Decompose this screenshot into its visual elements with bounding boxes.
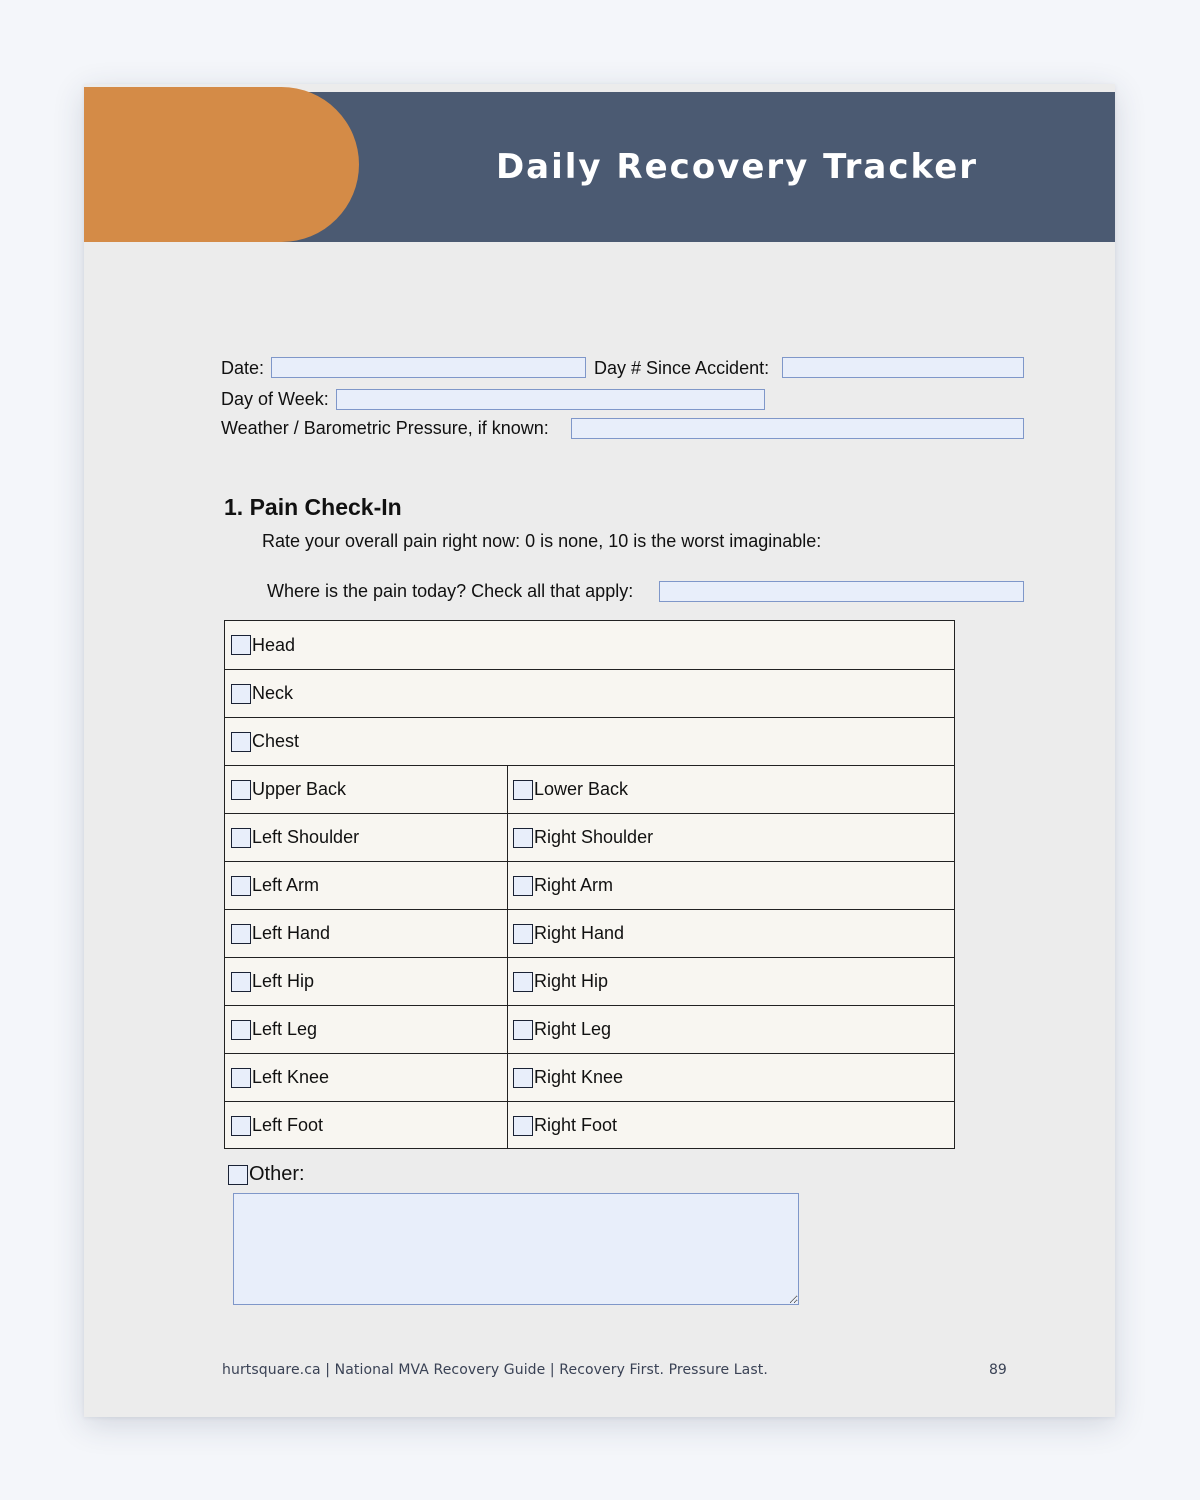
header-accent-shape: [84, 87, 359, 242]
option-label: Neck: [252, 683, 294, 703]
pain-location-field[interactable]: [659, 581, 1024, 602]
checkbox[interactable]: [513, 972, 533, 992]
option-label: Right Hand: [534, 923, 625, 943]
checkbox[interactable]: [231, 972, 251, 992]
checkbox[interactable]: [231, 1020, 251, 1040]
option-label: Left Shoulder: [252, 827, 360, 847]
pain-option-right-shoulder[interactable]: [508, 814, 954, 861]
option-label: Right Foot: [534, 1115, 618, 1135]
pain-option-right-foot[interactable]: [508, 1102, 954, 1149]
date-label: Date:: [221, 358, 265, 378]
pain-option-neck[interactable]: [225, 670, 954, 717]
option-label: Right Arm: [534, 875, 614, 895]
footer-text: hurtsquare.ca | National MVA Recovery Guide | Recovery First. Pressure Last.: [222, 1362, 768, 1378]
checkbox[interactable]: [513, 780, 533, 800]
checkbox[interactable]: [513, 1068, 533, 1088]
weather-label: Weather / Barometric Pressure, if known:: [221, 418, 549, 438]
section-title: 1. Pain Check-In: [224, 494, 402, 520]
pain-option-head[interactable]: [225, 621, 954, 669]
table-row: [225, 1101, 954, 1149]
date-field[interactable]: [271, 357, 586, 378]
option-label: Lower Back: [534, 779, 629, 799]
checkbox[interactable]: [231, 1068, 251, 1088]
checkbox[interactable]: [231, 684, 251, 704]
pain-option-upper-back[interactable]: [225, 766, 508, 813]
checkbox[interactable]: [231, 876, 251, 896]
checkbox[interactable]: [513, 876, 533, 896]
pain-location-prompt: Where is the pain today? Check all that apply:: [267, 581, 634, 601]
option-label: Right Knee: [534, 1067, 624, 1087]
table-row: [225, 1005, 954, 1053]
day-since-accident-label: Day # Since Accident:: [594, 358, 770, 378]
day-since-accident-field[interactable]: [782, 357, 1024, 378]
weather-field[interactable]: [571, 418, 1024, 439]
option-label: Left Hip: [252, 971, 315, 991]
option-label: Right Hip: [534, 971, 609, 991]
page-title: Daily Recovery Tracker: [495, 147, 979, 187]
checkbox[interactable]: [231, 1116, 251, 1136]
pain-option-right-hand[interactable]: [508, 910, 954, 957]
table-row: [225, 717, 954, 765]
table-row: [225, 957, 954, 1005]
option-label: Chest: [252, 731, 300, 751]
pain-option-left-shoulder[interactable]: [225, 814, 508, 861]
checkbox[interactable]: [231, 780, 251, 800]
option-label: Upper Back: [252, 779, 347, 799]
option-label: Left Hand: [252, 923, 331, 943]
pain-option-left-hand[interactable]: [225, 910, 508, 957]
checkbox[interactable]: [231, 924, 251, 944]
checkbox[interactable]: [228, 1165, 248, 1185]
pain-location-table: [224, 620, 955, 1149]
pain-option-left-leg[interactable]: [225, 1006, 508, 1053]
checkbox[interactable]: [513, 1020, 533, 1040]
table-row: [225, 909, 954, 957]
checkbox[interactable]: [231, 635, 251, 655]
other-text-area[interactable]: [233, 1193, 799, 1305]
checkbox[interactable]: [231, 828, 251, 848]
pain-option-left-hip[interactable]: [225, 958, 508, 1005]
table-row: [225, 765, 954, 813]
pain-option-right-arm[interactable]: [508, 862, 954, 909]
pain-option-left-foot[interactable]: [225, 1102, 508, 1149]
table-row: [225, 1053, 954, 1101]
checkbox[interactable]: [513, 924, 533, 944]
pain-option-right-knee[interactable]: [508, 1054, 954, 1101]
pain-option-left-arm[interactable]: [225, 862, 508, 909]
checkbox[interactable]: [513, 1116, 533, 1136]
pain-option-lower-back[interactable]: [508, 766, 954, 813]
table-row: [225, 669, 954, 717]
option-label: Left Arm: [252, 875, 320, 895]
option-label: Left Knee: [252, 1067, 330, 1087]
checkbox[interactable]: [513, 828, 533, 848]
day-of-week-label: Day of Week:: [221, 389, 329, 409]
day-of-week-field[interactable]: [336, 389, 765, 410]
page-number: 89: [989, 1362, 1007, 1378]
pain-option-right-leg[interactable]: [508, 1006, 954, 1053]
checkbox[interactable]: [231, 732, 251, 752]
table-row: [225, 621, 954, 669]
option-label: Head: [252, 634, 296, 655]
table-row: [225, 813, 954, 861]
option-label: Left Leg: [252, 1019, 318, 1039]
option-label: Left Foot: [252, 1115, 324, 1135]
option-label: Right Shoulder: [534, 827, 654, 847]
document-page: [84, 84, 1115, 1417]
pain-option-left-knee[interactable]: [225, 1054, 508, 1101]
pain-option-chest[interactable]: [225, 718, 954, 765]
table-row: [225, 861, 954, 909]
pain-option-other[interactable]: [228, 1163, 305, 1186]
other-label: Other:: [249, 1163, 305, 1185]
pain-rating-prompt: Rate your overall pain right now: 0 is none, 10 is the worst imaginable:: [262, 531, 822, 551]
option-label: Right Leg: [534, 1019, 612, 1039]
pain-option-right-hip[interactable]: [508, 958, 954, 1005]
